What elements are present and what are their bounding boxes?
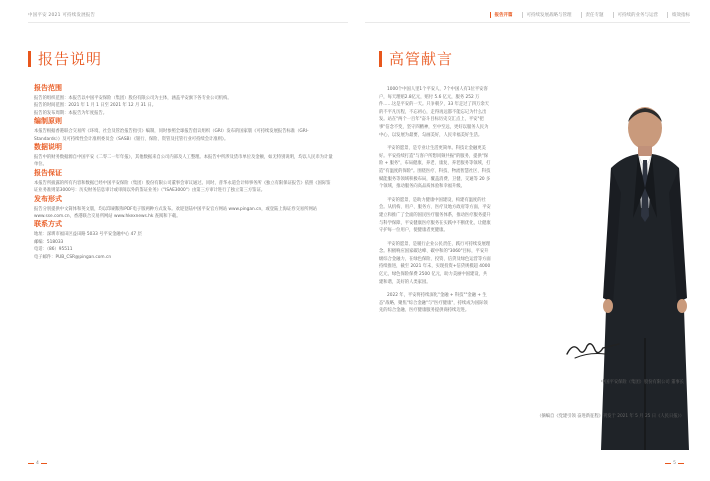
paragraph: 平安的愿景，是助力健康中国建设，构建有温度的社会。从机构、用户、服务方、医疗及地方政府等方面，平安建立和推广了全面的国民医疗服务体系，推动医疗服务提升与科学保障，平安健康医疗服务在实践中不断优化，让健康守护每一位用户，使健康者更健康。	[379, 197, 491, 234]
contact-address: 地址：深圳市福田区益田路 5033 号平安金融中心 47 层	[34, 232, 142, 238]
executive-message-body	[379, 86, 491, 321]
page-number-dash	[41, 463, 47, 464]
section-principles	[34, 117, 334, 143]
section-nav	[490, 12, 691, 18]
section-heading: 发布形式	[34, 194, 62, 203]
source-note: （摘编自《党建引领 奋进新征程》刊发于 2021 年 5 月 25 日《人民日报》）	[537, 414, 684, 419]
title-accent-bar	[28, 51, 31, 67]
page-title: 报告说明	[38, 50, 103, 68]
section-heading: 报告范围	[34, 84, 62, 92]
header-rule	[28, 22, 348, 23]
section-publication	[34, 195, 334, 221]
chairman-photo	[593, 98, 693, 450]
page-number-dash	[678, 463, 684, 464]
section-heading: 联系方式	[34, 220, 62, 229]
paragraph: 平安的愿景，是履行企业公民责任，践行可持续发展理念。积极响应国家碳达峰、碳中和的"3060"目标，平安升级综合金融力，在绿色保险、投资、信贷及绿色运营等方面持续推进，截至 2021 年末，实现投资+信贷规模超 4000 亿元，绿色保险保费 2500 亿元，助力美丽中国建设，共建和谐，美好的人类家园。	[379, 241, 491, 285]
executive-message-heading	[379, 48, 453, 69]
report-title: 中国平安 2021 可持续发展报告	[28, 13, 96, 18]
page-number-dash	[665, 463, 671, 464]
report-description-heading	[28, 48, 102, 69]
nav-item-indicators[interactable]: 绩效指标	[667, 12, 690, 18]
contact-email[interactable]: 电子邮件：PUB_CSR@pingan.com.cn	[34, 254, 112, 260]
page-number-dash	[28, 463, 34, 464]
paragraph: 报告的组织范围：本报告以中国平安保险（集团）股份有限公司为主体，涵盖平安旗下各专业公司机构。	[34, 96, 232, 101]
paragraph: 2022 年，平安将持续深化"金融 + 科技""金融 + 生态"战略，聚焦"综合金融"与"医疗健康"，持续成为国际领先的综合金融、医疗健康服务提供商持续迈进。	[379, 293, 488, 314]
contact-phone: 电话：（86）95511	[34, 247, 73, 253]
page-number: 5	[673, 461, 676, 466]
paragraph: 报告的时间范围：2021 年 1 月 1 日至 2021 年 12 月 31 日。	[34, 103, 157, 109]
paragraph: 本报告所披露的所有内容和数据已经中国平安保险（集团）股份有限公司董事会审议通过。同时，普华永道会计师事务所《独立有限保证报告》依照《国际鉴证业务准则第3000号：历史财务信息审计或审阅以外的鉴证业务》（"ISAE3000"）由第三方审计进行了独立第三方鉴证。	[34, 180, 331, 194]
page-number-right	[665, 461, 684, 466]
section-data	[34, 143, 334, 169]
nav-item-business[interactable]: 可持续的业务与运营	[613, 12, 659, 18]
paragraph: 本报告根据香港联合交易所《环境、社会及管治报告指引》编制，同时参照全球报告倡议组织（GRI）发布的国家版《可持续发展报告标准（GRI-Standards）》及可持续性会计准则委员会（SASB）《银行、保险、资管及托管行业可持续会计准则》。	[34, 129, 309, 142]
report-description-body	[34, 84, 334, 261]
paragraph: 报告分别提供中文简体和英文版，均以印刷版和PDF电子版两种方式发布。欢迎登陆中国平安官方网站 www.pingan.cn，或登陆上海证券交易所网站 www.sse.com.cn，香港联合交易所网站 www.hkexnews.hk 查阅和下载。	[34, 206, 318, 220]
section-contact	[34, 220, 334, 261]
nav-item-opening[interactable]: 报告开篇	[490, 12, 513, 18]
header-rule	[365, 22, 690, 23]
chairman-signature	[565, 336, 621, 362]
right-page	[355, 0, 710, 481]
signature-caption: 中国平安保险（集团）股份有限公司 董事长	[600, 380, 684, 385]
contact-postcode: 邮编：518033	[34, 239, 64, 245]
section-scope	[34, 84, 334, 117]
section-heading: 编制原则	[34, 117, 62, 126]
paragraph: 1000个中国人里1个平安人，7个中国人有1位平安客户，每天理赔2.8亿元，赔付 5.6 亿元，服务 252 万件……这是平安的一天。只争朝夕，33 年走过了四万余天的不平凡历程，不忘初心，走得再远都不能忘记为什么出发。站在"两个一百年"奋斗目标历史交汇点上，平安"把事"信念不变，坚守四精神，至中至远，更好以服务人民为中心，以发展为最要，勾画美好，人民幸福美好生活。	[379, 87, 489, 138]
section-heading: 数据说明	[34, 143, 62, 152]
page-title: 高管献言	[389, 50, 454, 68]
page-number-left	[28, 461, 47, 466]
page-number: 4	[36, 461, 39, 466]
title-accent-bar	[379, 51, 382, 67]
paragraph: 报告的发布周期：本报告为年度报告。	[34, 110, 108, 116]
nav-item-topics[interactable]: 责任专题	[581, 12, 604, 18]
section-heading: 报告保证	[34, 168, 62, 177]
nav-item-strategy[interactable]: 可持续发展战略与管理	[522, 12, 572, 18]
paragraph: 平安的愿景，是专业让生活更简单。科技让金融更美好。平安持续打造"与客户所想同频共振"的服务，提供"保险 + 服务"，布局健康、养老、康复、养老服务等领域，打造"有温度的保险"。围绕医疗、科技、物流智慧社区、科技赋能服务等领域积极布局，覆盖消费、卫健、交通等 20 多个领域，推动服务向高品质体验和幸福升级。	[379, 146, 491, 190]
paragraph: 报告中的财务数据源自中国平安《二零二一年年报》，其他数据来自公司内部及人工整理。本报告中所涉及货币单位及金额，如无特别说明，均以人民币为计量单位。	[34, 155, 333, 168]
section-assurance	[34, 169, 334, 195]
